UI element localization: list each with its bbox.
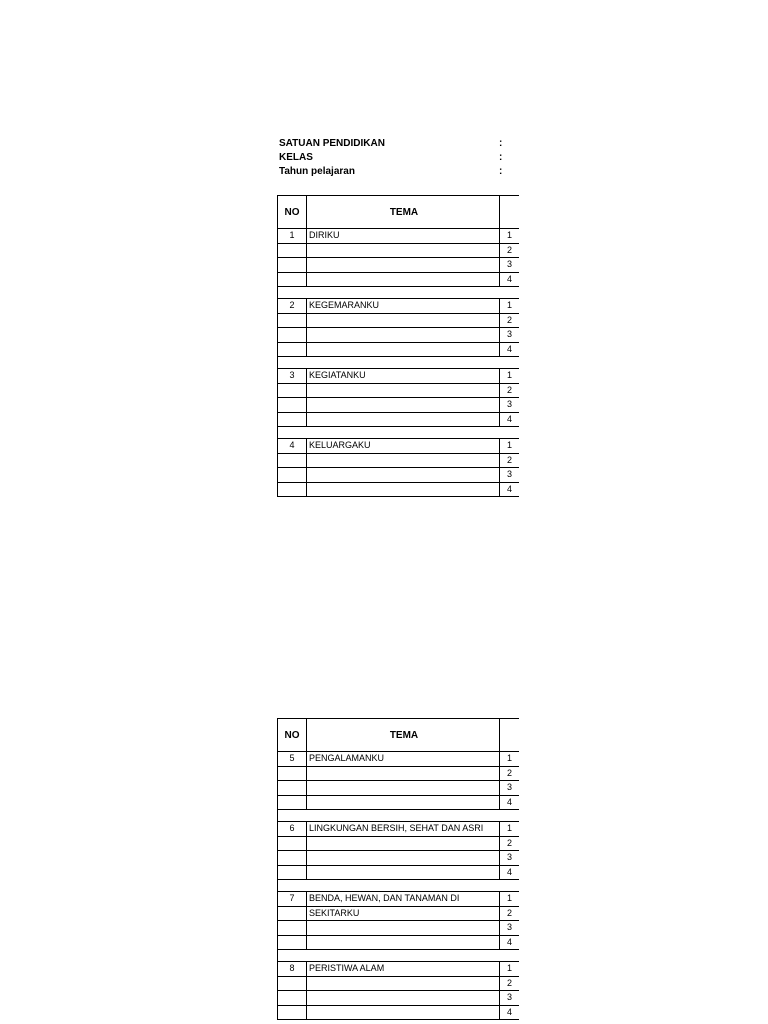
table-row xyxy=(278,851,520,866)
spacer-cell xyxy=(278,950,307,962)
cell-no xyxy=(278,921,307,936)
cell-no xyxy=(278,272,307,287)
spacer-cell xyxy=(500,287,520,299)
table-row xyxy=(278,865,520,880)
cell-subtema: 4 xyxy=(500,795,520,810)
spacer-row xyxy=(278,950,520,962)
cell-tema xyxy=(307,865,500,880)
cell-no xyxy=(278,453,307,468)
cell-tema xyxy=(307,412,500,427)
table-row xyxy=(278,439,520,454)
spacer-cell xyxy=(307,357,500,369)
cell-tema xyxy=(307,398,500,413)
cell-tema xyxy=(307,836,500,851)
cell-tema: BENDA, HEWAN, DAN TANAMAN DI xyxy=(307,892,500,907)
spacer-row xyxy=(278,880,520,892)
cell-tema xyxy=(307,272,500,287)
cell-no xyxy=(278,976,307,991)
column-header-subtema xyxy=(500,196,520,229)
table-row xyxy=(278,468,520,483)
header-field-colon: : xyxy=(499,152,503,163)
cell-no xyxy=(278,766,307,781)
table-row xyxy=(278,781,520,796)
cell-tema: KELUARGAKU xyxy=(307,439,500,454)
table-row xyxy=(278,752,520,767)
cell-subtema: 4 xyxy=(500,272,520,287)
cell-subtema: 1 xyxy=(500,892,520,907)
cell-subtema: 3 xyxy=(500,851,520,866)
cell-subtema: 2 xyxy=(500,383,520,398)
cell-tema: SEKITARKU xyxy=(307,906,500,921)
table-row xyxy=(278,243,520,258)
cell-no xyxy=(278,412,307,427)
cell-subtema: 1 xyxy=(500,299,520,314)
spacer-cell xyxy=(278,810,307,822)
spacer-cell xyxy=(307,287,500,299)
cell-tema: DIRIKU xyxy=(307,229,500,244)
cell-tema xyxy=(307,921,500,936)
cell-tema: PENGALAMANKU xyxy=(307,752,500,767)
table-row xyxy=(278,272,520,287)
table-row xyxy=(278,453,520,468)
table-row xyxy=(278,935,520,950)
header-field-label: SATUAN PENDIDIKAN xyxy=(279,138,385,149)
table-row xyxy=(278,795,520,810)
cell-tema: PERISTIWA ALAM xyxy=(307,962,500,977)
cell-tema xyxy=(307,781,500,796)
cell-subtema: 3 xyxy=(500,398,520,413)
table-row xyxy=(278,369,520,384)
table-row xyxy=(278,383,520,398)
header-field-label: KELAS xyxy=(279,152,313,163)
cell-no xyxy=(278,795,307,810)
table-row xyxy=(278,412,520,427)
cell-no: 8 xyxy=(278,962,307,977)
column-header-subtema xyxy=(500,719,520,752)
cell-subtema: 1 xyxy=(500,962,520,977)
cell-tema xyxy=(307,328,500,343)
cell-subtema: 3 xyxy=(500,781,520,796)
cell-tema: KEGIATANKU xyxy=(307,369,500,384)
cell-no: 5 xyxy=(278,752,307,767)
spacer-cell xyxy=(307,427,500,439)
cell-tema xyxy=(307,313,500,328)
cell-subtema: 2 xyxy=(500,906,520,921)
cell-subtema: 1 xyxy=(500,369,520,384)
cell-subtema: 1 xyxy=(500,229,520,244)
spacer-row xyxy=(278,810,520,822)
header-field-colon: : xyxy=(499,138,503,149)
table-row xyxy=(278,921,520,936)
cell-no: 4 xyxy=(278,439,307,454)
cell-no: 1 xyxy=(278,229,307,244)
cell-no: 3 xyxy=(278,369,307,384)
document-header xyxy=(279,137,519,179)
spacer-row xyxy=(278,427,520,439)
table-row xyxy=(278,962,520,977)
cell-subtema: 2 xyxy=(500,243,520,258)
cell-subtema: 1 xyxy=(500,822,520,837)
cell-tema xyxy=(307,991,500,1006)
cell-no xyxy=(278,836,307,851)
header-field-colon: : xyxy=(499,166,503,177)
spacer-row xyxy=(278,357,520,369)
cell-subtema: 3 xyxy=(500,328,520,343)
table-header-row xyxy=(278,196,520,229)
table-row xyxy=(278,313,520,328)
cell-no xyxy=(278,468,307,483)
cell-no xyxy=(278,342,307,357)
cell-no xyxy=(278,482,307,497)
tema-table-2 xyxy=(277,718,519,1020)
tema-table xyxy=(277,718,519,1020)
cell-tema xyxy=(307,258,500,273)
spacer-cell xyxy=(307,950,500,962)
table-row xyxy=(278,766,520,781)
table-row xyxy=(278,398,520,413)
cell-tema xyxy=(307,243,500,258)
table-row xyxy=(278,328,520,343)
cell-subtema: 4 xyxy=(500,342,520,357)
tema-table xyxy=(277,195,519,497)
table-row xyxy=(278,1005,520,1020)
spacer-cell xyxy=(307,880,500,892)
cell-no xyxy=(278,1005,307,1020)
column-header-no: NO xyxy=(278,196,307,229)
spacer-cell xyxy=(500,810,520,822)
table-row xyxy=(278,342,520,357)
cell-tema xyxy=(307,851,500,866)
cell-subtema: 4 xyxy=(500,1005,520,1020)
spacer-row xyxy=(278,287,520,299)
cell-no xyxy=(278,781,307,796)
cell-tema xyxy=(307,976,500,991)
cell-tema: LINGKUNGAN BERSIH, SEHAT DAN ASRI xyxy=(307,822,500,837)
table-row xyxy=(278,976,520,991)
spacer-cell xyxy=(500,357,520,369)
cell-tema xyxy=(307,766,500,781)
cell-tema xyxy=(307,453,500,468)
tema-table-1 xyxy=(277,195,519,497)
cell-subtema: 4 xyxy=(500,865,520,880)
cell-subtema: 4 xyxy=(500,412,520,427)
cell-no xyxy=(278,851,307,866)
table-row xyxy=(278,822,520,837)
table-row xyxy=(278,299,520,314)
table-row xyxy=(278,892,520,907)
header-field-tahun xyxy=(279,165,519,179)
cell-subtema: 2 xyxy=(500,976,520,991)
cell-subtema: 4 xyxy=(500,935,520,950)
cell-subtema: 3 xyxy=(500,991,520,1006)
cell-no xyxy=(278,935,307,950)
cell-tema xyxy=(307,342,500,357)
cell-no xyxy=(278,243,307,258)
table-row xyxy=(278,258,520,273)
cell-subtema: 2 xyxy=(500,313,520,328)
cell-no xyxy=(278,398,307,413)
cell-tema: KEGEMARANKU xyxy=(307,299,500,314)
cell-no xyxy=(278,991,307,1006)
spacer-cell xyxy=(278,287,307,299)
cell-no xyxy=(278,328,307,343)
header-field-kelas xyxy=(279,151,519,165)
spacer-cell xyxy=(500,950,520,962)
table-row xyxy=(278,906,520,921)
cell-subtema: 2 xyxy=(500,766,520,781)
cell-subtema: 2 xyxy=(500,453,520,468)
table-row xyxy=(278,229,520,244)
cell-subtema: 1 xyxy=(500,752,520,767)
spacer-cell xyxy=(500,427,520,439)
cell-subtema: 4 xyxy=(500,482,520,497)
table-row xyxy=(278,991,520,1006)
cell-no xyxy=(278,906,307,921)
cell-subtema: 3 xyxy=(500,468,520,483)
spacer-cell xyxy=(278,357,307,369)
cell-no: 2 xyxy=(278,299,307,314)
table-header-row xyxy=(278,719,520,752)
cell-tema xyxy=(307,482,500,497)
cell-no xyxy=(278,383,307,398)
table-row xyxy=(278,482,520,497)
cell-subtema: 3 xyxy=(500,921,520,936)
cell-no: 6 xyxy=(278,822,307,837)
spacer-cell xyxy=(307,810,500,822)
cell-subtema: 2 xyxy=(500,836,520,851)
spacer-cell xyxy=(278,880,307,892)
cell-subtema: 3 xyxy=(500,258,520,273)
cell-subtema: 1 xyxy=(500,439,520,454)
cell-tema xyxy=(307,1005,500,1020)
cell-tema xyxy=(307,468,500,483)
header-field-label: Tahun pelajaran xyxy=(279,166,355,177)
cell-no xyxy=(278,313,307,328)
column-header-no: NO xyxy=(278,719,307,752)
cell-no xyxy=(278,258,307,273)
header-field-satuan xyxy=(279,137,519,151)
cell-no: 7 xyxy=(278,892,307,907)
cell-tema xyxy=(307,935,500,950)
table-row xyxy=(278,836,520,851)
spacer-cell xyxy=(500,880,520,892)
column-header-tema: TEMA xyxy=(307,196,500,229)
cell-tema xyxy=(307,383,500,398)
column-header-tema: TEMA xyxy=(307,719,500,752)
spacer-cell xyxy=(278,427,307,439)
cell-no xyxy=(278,865,307,880)
cell-tema xyxy=(307,795,500,810)
